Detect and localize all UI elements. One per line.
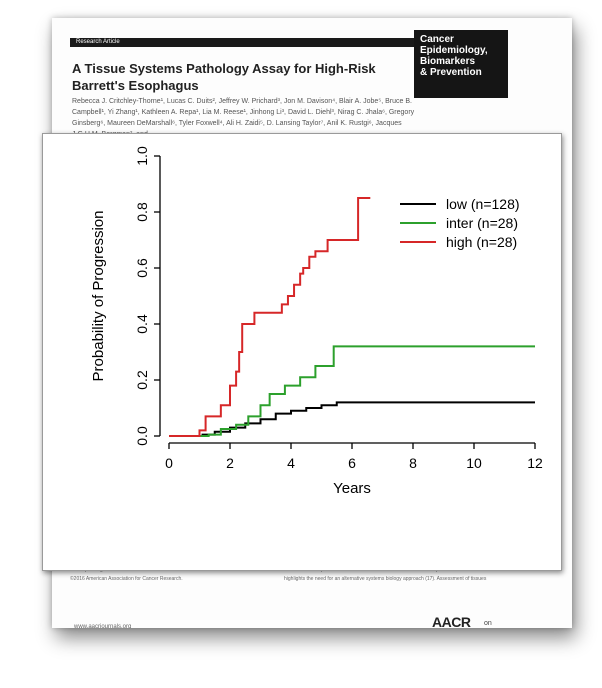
- y-tick-label: 0.0: [134, 426, 150, 446]
- journal-line: Cancer: [420, 34, 454, 45]
- section-label: Research Article: [76, 39, 120, 45]
- series-line: [169, 402, 535, 436]
- legend-label: low (n=128): [446, 196, 520, 212]
- x-axis-label: Years: [333, 480, 371, 497]
- footer-right: highlights the need for an alternative systems biology approach (17). Assessment of tissues: [284, 576, 487, 582]
- x-tick-label: 10: [466, 455, 482, 471]
- journal-line: & Prevention: [420, 67, 482, 78]
- progression-chart: [43, 134, 561, 570]
- y-tick-label: 0.4: [134, 314, 150, 334]
- author-list: Rebecca J. Critchley-Thorne¹, Lucas C. Duits², Jeffrey W. Prichard³, Jon M. Davison⁴, Blair A. Jobe⁵, Bruce B. Campbell¹, Yi Zhang¹, Kathleen A. Repa¹, Lia M. Reese¹, Jinhong Li³, David L. Diehl³, Nirag C. Jhala⁶, Gregory Ginsberg⁶, Maureen DeMarshall⁶, Tyler Foxwell⁴, Ali H. Zaidi⁵, D. Lansing Taylor⁷, Anil K. Rustgi⁶, Jacques: [72, 98, 415, 127]
- figure-panel: [42, 133, 562, 571]
- x-tick-label: 12: [527, 455, 543, 471]
- journal-url: www.aacrjournals.org: [74, 624, 132, 628]
- footer-left: ©2016 American Association for Cancer Research.: [70, 576, 183, 582]
- journal-badge: [414, 30, 508, 98]
- x-tick-label: 2: [226, 455, 234, 471]
- journal-line: Biomarkers: [420, 56, 476, 67]
- paper-title: A Tissue Systems Pathology Assay for High-Risk Barrett's Esophagus: [72, 61, 376, 93]
- x-tick-label: 0: [165, 455, 173, 471]
- legend-label: inter (n=28): [446, 215, 518, 231]
- y-tick-label: 1.0: [134, 146, 150, 166]
- journal-line: Epidemiology,: [420, 45, 488, 56]
- x-tick-label: 6: [348, 455, 356, 471]
- y-tick-label: 0.2: [134, 370, 150, 390]
- y-tick-label: 0.8: [134, 202, 150, 222]
- x-tick-label: 8: [409, 455, 417, 471]
- section-bar: [70, 38, 430, 47]
- aacr-logo: AACR: [432, 614, 471, 628]
- x-tick-label: 4: [287, 455, 295, 471]
- y-axis-label: Probability of Progression: [90, 210, 107, 382]
- y-tick-label: 0.6: [134, 258, 150, 278]
- legend-label: high (n=28): [446, 234, 518, 250]
- series-line: [169, 346, 535, 436]
- logo-suffix: on: [484, 620, 492, 627]
